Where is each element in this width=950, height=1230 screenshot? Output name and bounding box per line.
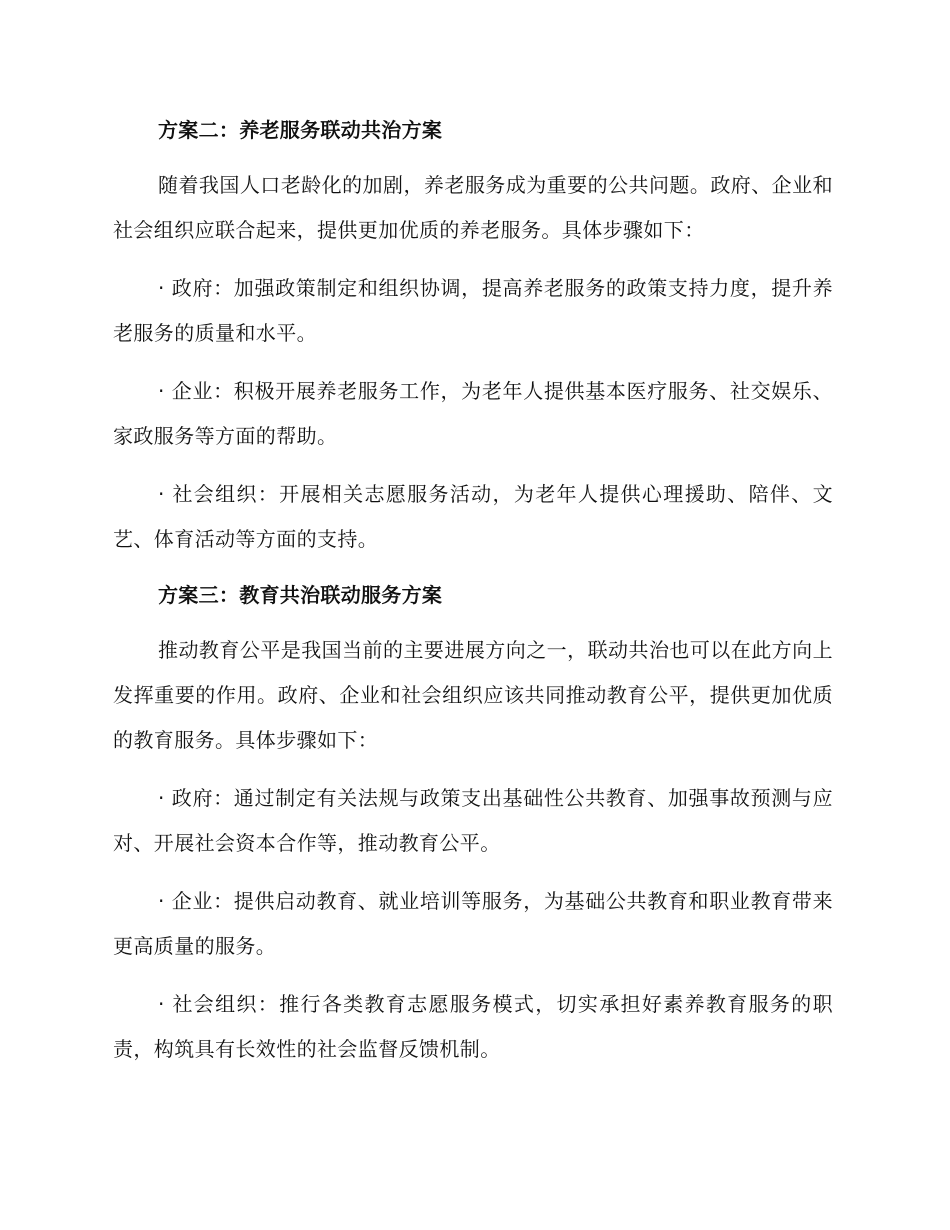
list-item-enterprise-elderly: · 企业：积极开展养老服务工作，为老年人提供基本医疗服务、社交娱乐、家政服务等方面的帮助。: [113, 379, 833, 448]
section-intro-elderly-care: 随着我国人口老龄化的加剧，养老服务成为重要的公共问题。政府、企业和社会组织应联合起来，提供更加优质的养老服务。具体步骤如下：: [113, 173, 833, 242]
section-intro-education: 推动教育公平是我国当前的主要进展方向之一，联动共治也可以在此方向上发挥重要的作用。政府、企业和社会组织应该共同推动教育公平，提供更加优质的教育服务。具体步骤如下：: [113, 638, 833, 752]
section-heading-education: 方案三：教育共治联动服务方案: [158, 583, 443, 607]
list-item-social-org-education: · 社会组织：推行各类教育志愿服务模式，切实承担好素养教育服务的职责，构筑具有长效性的社会监督反馈机制。: [113, 992, 833, 1061]
list-item-enterprise-education: · 企业：提供启动教育、就业培训等服务，为基础公共教育和职业教育带来更高质量的服务。: [113, 889, 833, 958]
section-heading-elderly-care: 方案二：养老服务联动共治方案: [158, 118, 443, 142]
list-item-government-elderly: · 政府：加强政策制定和组织协调，提高养老服务的政策支持力度，提升养老服务的质量和水平。: [113, 276, 833, 345]
document-page: [113, 113, 833, 1072]
list-item-government-education: · 政府：通过制定有关法规与政策支出基础性公共教育、加强事故预测与应对、开展社会资本合作等，推动教育公平。: [113, 786, 833, 855]
list-item-social-org-elderly: · 社会组织：开展相关志愿服务活动，为老年人提供心理援助、陪伴、文艺、体育活动等方面的支持。: [113, 482, 833, 551]
